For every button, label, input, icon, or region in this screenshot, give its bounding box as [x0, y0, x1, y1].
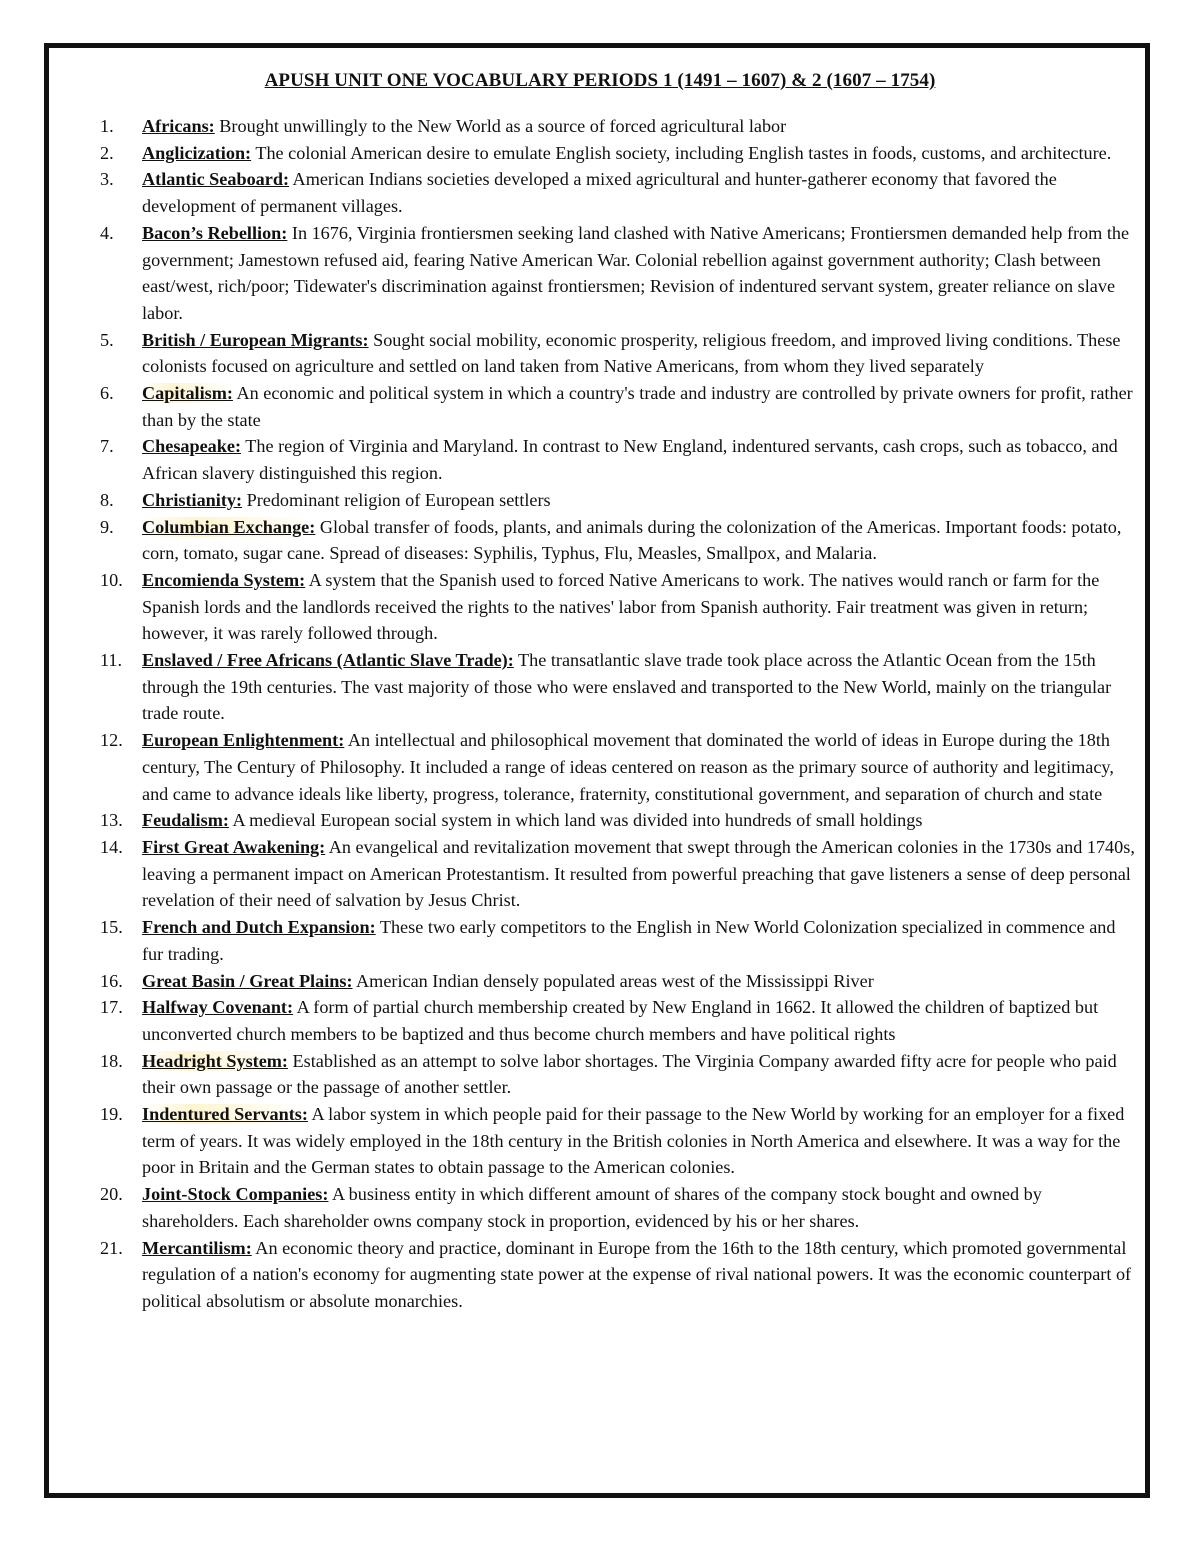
item-number: 3. [100, 169, 114, 190]
item-number: 1. [100, 116, 114, 136]
vocab-definition: Global transfer of foods, plants, and animals during the colonization of the Americas. Important foods: potato, corn, tomato, sugar cane. Spread of diseases: Syphilis, Typhus, Flu, Measles, Smallpox, and Malaria. [142, 516, 1122, 564]
vocab-definition: An economic theory and practice, dominant in Europe from the 16th to the 18th century, which promoted governmental regulation of a nation's economy for augmenting state power at the expense of rival national powers. It was the economic counterpart of political absolutism or absolute monarchies. [142, 1237, 1132, 1311]
vocab-term: Columbian Exchange: [142, 516, 316, 537]
vocab-definition: A form of partial church membership created by New England in 1662. It allowed the children of baptized but unconverted church members to be baptized and thus become church members and have political rights [142, 997, 1099, 1044]
vocab-term: European Enlightenment: [142, 730, 345, 751]
vocab-term: Capitalism: [142, 383, 233, 404]
vocab-item-10 [100, 567, 1140, 647]
item-number: 9. [100, 516, 114, 537]
vocab-term: Africans: [142, 116, 215, 136]
item-number: 12. [100, 730, 123, 751]
vocab-term: Mercantilism: [142, 1237, 252, 1258]
item-number: 19. [100, 1104, 123, 1125]
vocab-term: Atlantic Seaboard: [142, 169, 290, 190]
vocab-item-17 [100, 994, 1140, 1047]
vocab-term: Headright System: [142, 1050, 288, 1071]
item-number: 10. [100, 569, 123, 590]
vocab-definition: A medieval European social system in which land was divided into hundreds of small holdings [228, 810, 923, 831]
vocabulary-list [100, 113, 1140, 1315]
vocab-item-5 [100, 327, 1140, 380]
vocab-term: British / European Migrants: [142, 329, 369, 350]
item-number: 5. [100, 329, 114, 350]
vocab-item-16 [100, 968, 1140, 995]
vocab-term: Enslaved / Free Africans (Atlantic Slave Trade): [142, 650, 514, 671]
vocab-item-7 [100, 433, 1140, 486]
vocab-item-2 [100, 140, 1140, 167]
vocab-item-1 [100, 113, 1140, 140]
vocab-item-12 [100, 727, 1140, 807]
vocab-term: Bacon’s Rebellion: [142, 222, 288, 243]
vocab-term: Anglicization: [142, 142, 252, 163]
vocab-definition: A labor system in which people paid for their passage to the New World by working for an employer for a fixed term of years. It was widely employed in the 18th century in the British colonies in North America and elsewhere. It was a way for the poor in Britain and the German states to obtain passage to the American colonies. [142, 1104, 1125, 1178]
vocab-definition: Predominant religion of European settlers [242, 489, 551, 510]
vocab-definition: A business entity in which different amount of shares of the company stock bought and owned by shareholders. Each shareholder owns company stock in proportion, evidenced by his or her shares. [142, 1184, 1042, 1231]
vocab-item-11 [100, 647, 1140, 727]
vocab-definition: The colonial American desire to emulate English society, including English tastes in foods, customs, and architecture. [251, 142, 1112, 163]
vocab-item-8 [100, 487, 1140, 514]
vocab-definition: The region of Virginia and Maryland. In contrast to New England, indentured servants, cash crops, such as tobacco, and African slavery distinguished this region. [142, 436, 1118, 484]
vocab-definition: American Indian densely populated areas west of the Mississippi River [352, 970, 874, 991]
vocab-item-21 [100, 1235, 1140, 1315]
vocab-definition: American Indians societies developed a mixed agricultural and hunter-gatherer economy that favored the development of permanent villages. [142, 169, 1057, 217]
item-number: 13. [100, 810, 123, 831]
vocab-definition: An evangelical and revitalization movement that swept through the American colonies in the 1730s and 1740s, leaving a permanent impact on American Protestantism. It resulted from powerful preaching that gave listeners a sense of deep personal revelation of their need of salvation by Jesus Christ. [142, 836, 1135, 911]
item-number: 7. [100, 436, 114, 457]
vocab-term: Great Basin / Great Plains: [142, 970, 353, 991]
vocab-term: Indentured Servants: [142, 1104, 308, 1125]
vocab-item-6 [100, 380, 1140, 433]
vocab-term: First Great Awakening: [142, 836, 326, 857]
vocab-definition: An intellectual and philosophical movement that dominated the world of ideas in Europe during the 18th century, The Century of Philosophy. It included a range of ideas centered on reason as the primary source of authority and legitimacy, and came to advance ideals like liberty, progress, tolerance, fraternity, constitutional government, and separation of church and state [142, 730, 1114, 804]
vocab-item-15 [100, 914, 1140, 967]
item-number: 20. [100, 1184, 123, 1205]
vocab-term: Joint-Stock Companies: [142, 1184, 329, 1205]
item-number: 14. [100, 836, 123, 857]
vocab-definition: Brought unwillingly to the New World as a source of forced agricultural labor [214, 116, 787, 136]
vocab-term: Halfway Covenant: [142, 997, 294, 1018]
vocab-definition: A system that the Spanish used to forced Native Americans to work. The natives would ranch or farm for the Spanish lords and the landlords received the rights to the natives' labor from Spanish authority. Fair treatment was given in return; however, it was rarely followed through. [142, 569, 1100, 644]
item-number: 11. [100, 650, 123, 671]
vocab-item-14 [100, 834, 1140, 914]
vocab-definition: In 1676, Virginia frontiersmen seeking land clashed with Native Americans; Frontiersmen demanded help from the government; Jamestown refused aid, fearing Native American War. Colonial rebellion against government authority; Clash between east/west, rich/poor; Tidewater's discrimination against frontiersmen; Revision of indentured servant system, greater reliance on slave labor. [142, 222, 1130, 323]
item-number: 2. [100, 142, 114, 163]
vocab-item-9 [100, 514, 1140, 567]
item-number: 21. [100, 1237, 123, 1258]
item-number: 16. [100, 970, 123, 991]
vocab-term: Christianity: [142, 489, 243, 510]
vocab-item-19 [100, 1101, 1140, 1181]
vocab-definition: An economic and political system in which a country's trade and industry are controlled by private owners for profit, rather than by the state [142, 383, 1133, 430]
vocab-definition: The transatlantic slave trade took place across the Atlantic Ocean from the 15th through the 19th centuries. The vast majority of those who were enslaved and transported to the New World, mainly on the triangular trade route. [142, 650, 1112, 724]
vocab-definition: Sought social mobility, economic prosperity, religious freedom, and improved living conditions. These colonists focused on agriculture and settled on land taken from Native Americans, from whom they lived separately [142, 329, 1121, 377]
item-number: 17. [100, 997, 123, 1018]
document-title: APUSH UNIT ONE VOCABULARY PERIODS 1 (1491 – 1607) & 2 (1607 – 1754) [264, 70, 936, 91]
item-number: 18. [100, 1050, 123, 1071]
item-number: 4. [100, 222, 114, 243]
vocab-item-4 [100, 220, 1140, 327]
vocab-definition: These two early competitors to the English in New World Colonization specialized in commence and fur trading. [142, 917, 1116, 964]
vocab-term: French and Dutch Expansion: [142, 917, 376, 938]
vocab-term: Feudalism: [142, 810, 229, 831]
vocab-item-3 [100, 166, 1140, 219]
item-number: 15. [100, 917, 123, 938]
vocab-item-18 [100, 1048, 1140, 1101]
vocab-definition: Established as an attempt to solve labor shortages. The Virginia Company awarded fifty acre for people who paid their own passage or the passage of another settler. [142, 1050, 1117, 1098]
vocab-item-20 [100, 1181, 1140, 1234]
vocab-term: Encomienda System: [142, 569, 306, 590]
item-number: 8. [100, 489, 114, 510]
vocab-item-13 [100, 807, 1140, 834]
item-number: 6. [100, 383, 114, 404]
vocab-term: Chesapeake: [142, 436, 242, 457]
